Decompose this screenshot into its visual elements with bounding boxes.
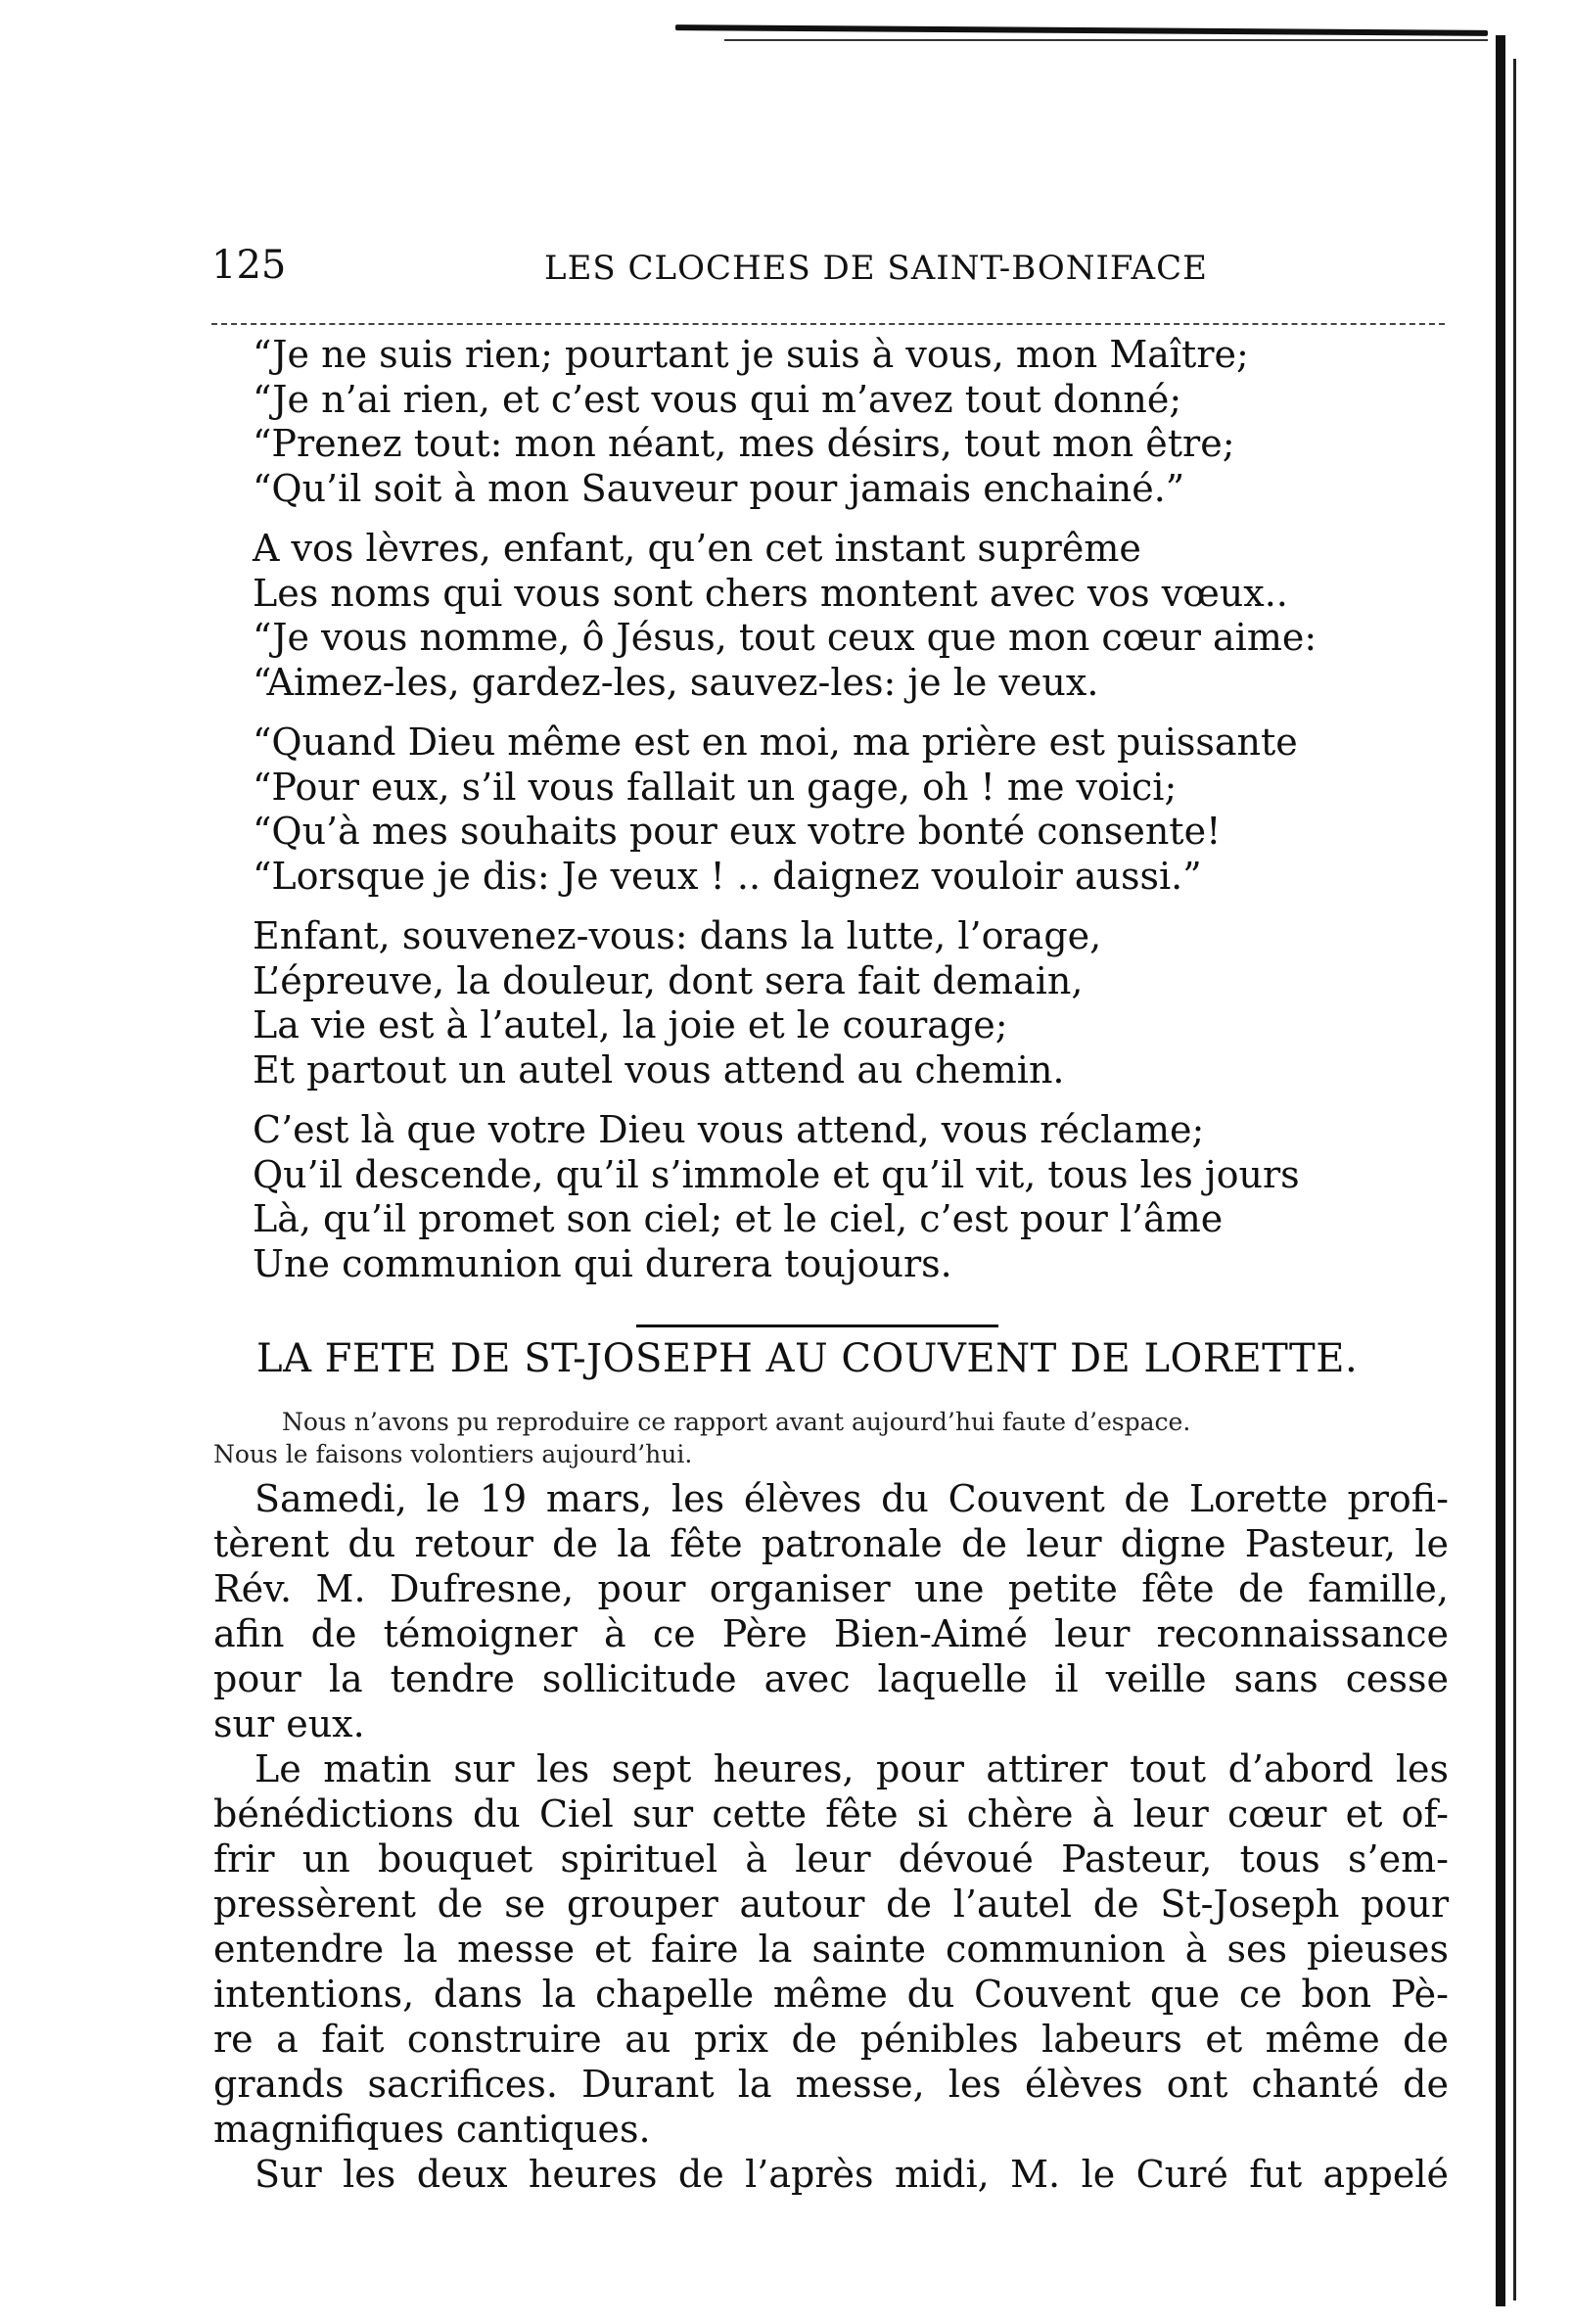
top-edge-rule: [675, 24, 1488, 36]
poem-stanza: [253, 527, 1476, 705]
poem-line: C’est là que votre Dieu vous attend, vous réclame;: [253, 1108, 1205, 1151]
paragraph-line: entendre la messe et faire la sainte communion à ses pieuses: [213, 1928, 1449, 1971]
poem-stanza: [253, 914, 1476, 1092]
poem-line: “Qu’à mes souhaits pour eux votre bonté consente!: [253, 810, 1222, 853]
paragraph-line: bénédictions du Ciel sur cette fête si chère à leur cœur et of-: [213, 1792, 1449, 1836]
paragraph-line: sur eux.: [213, 1702, 365, 1745]
paragraph-line: pour la tendre sollicitude avec laquelle il veille sans cesse: [213, 1657, 1449, 1700]
paragraph-line: frir un bouquet spirituel à leur dévoué Pasteur, tous s’em-: [213, 1837, 1449, 1881]
poem-line: La vie est à l’autel, la joie et le courage;: [253, 1003, 1008, 1046]
poem-line: Les noms qui vous sont chers montent avec vos vœux..: [253, 571, 1288, 615]
paragraph-line: tèrent du retour de la fête patronale de leur digne Pasteur, le: [213, 1522, 1449, 1565]
poem-line: Là, qu’il promet son ciel; et le ciel, c’est pour l’âme: [253, 1197, 1224, 1240]
poem-line: “Je vous nomme, ô Jésus, tout ceux que mon cœur aime:: [253, 616, 1318, 659]
poem-stanza: [253, 720, 1476, 899]
section-title: LA FETE DE ST-JOSEPH AU COUVENT DE LORETTE.: [256, 1336, 1359, 1381]
poem-line: “Aimez-les, gardez-les, sauvez-les: je le veux.: [253, 660, 1099, 704]
article-body: [213, 1476, 1449, 2197]
editor-note: [213, 1406, 1466, 1470]
note-line: Nous le faisons volontiers aujourd’hui.: [213, 1440, 693, 1468]
poem-line: Qu’il descende, qu’il s’immole et qu’il vit, tous les jours: [253, 1152, 1300, 1196]
paragraph-line: Rév. M. Dufresne, pour organiser une petite fête de famille,: [213, 1567, 1449, 1610]
paragraph-line: Sur les deux heures de l’après midi, M. le Curé fut appelé: [254, 2153, 1449, 2196]
poem-line: Une communion qui durera toujours.: [253, 1241, 952, 1285]
poem-line: “Je ne suis rien; pourtant je suis à vous, mon Maître;: [253, 333, 1249, 376]
paragraph-line: grands sacrifices. Durant la messe, les élèves ont chanté de: [213, 2063, 1449, 2106]
paragraph-line: pressèrent de se grouper autour de l’autel de St-Joseph pour: [213, 1882, 1449, 1926]
top-edge-rule-thin: [724, 39, 1488, 41]
poem-line: “Qu’il soit à mon Sauveur pour jamais enchainé.”: [253, 466, 1185, 510]
note-line: Nous n’avons pu reproduire ce rapport avant aujourd’hui faute d’espace.: [282, 1408, 1191, 1436]
section-rule: [636, 1325, 998, 1327]
page-edge-border: [1496, 35, 1505, 2306]
page-number: 125: [211, 243, 287, 288]
paragraph-line: re a fait construire au prix de pénibles labeurs et même de: [213, 2018, 1449, 2061]
poem-line: “Prenez tout: mon néant, mes désirs, tout mon être;: [253, 422, 1235, 465]
paragraph-line: Le matin sur les sept heures, pour attirer tout d’abord les: [254, 1747, 1449, 1790]
paragraph-line: intentions, dans la chapelle même du Couvent que ce bon Pè-: [213, 1973, 1449, 2016]
paragraph-line: Samedi, le 19 mars, les élèves du Couvent de Lorette profi-: [254, 1477, 1449, 1520]
poem-line: “Quand Dieu même est en moi, ma prière est puissante: [253, 720, 1298, 764]
poem-line: L’épreuve, la douleur, dont sera fait demain,: [253, 958, 1084, 1002]
poem-line: Et partout un autel vous attend au chemin.: [253, 1047, 1065, 1092]
paragraph-line: magnifiques cantiques.: [213, 2108, 651, 2151]
page-header: [211, 243, 1208, 302]
poem-stanza: [253, 1108, 1476, 1286]
running-title: LES CLOCHES DE SAINT-BONIFACE: [544, 249, 1208, 288]
page-edge-border-thin: [1513, 59, 1516, 2301]
paragraph-line: afin de témoigner à ce Père Bien-Aimé leur reconnaissance: [213, 1612, 1449, 1655]
poem-line: “Je n’ai rien, et c’est vous qui m’avez tout donné;: [253, 377, 1182, 421]
poem-line: Enfant, souvenez-vous: dans la lutte, l’orage,: [253, 914, 1102, 957]
poem-line: “Pour eux, s’il vous fallait un gage, oh ! me voici;: [253, 765, 1178, 809]
poem-stanza: [253, 333, 1476, 511]
poem: [253, 333, 1476, 1302]
header-rule: [211, 323, 1445, 325]
poem-line: “Lorsque je dis: Je veux ! .. daignez vouloir aussi.”: [253, 854, 1202, 898]
poem-line: A vos lèvres, enfant, qu’en cet instant suprême: [253, 527, 1141, 570]
